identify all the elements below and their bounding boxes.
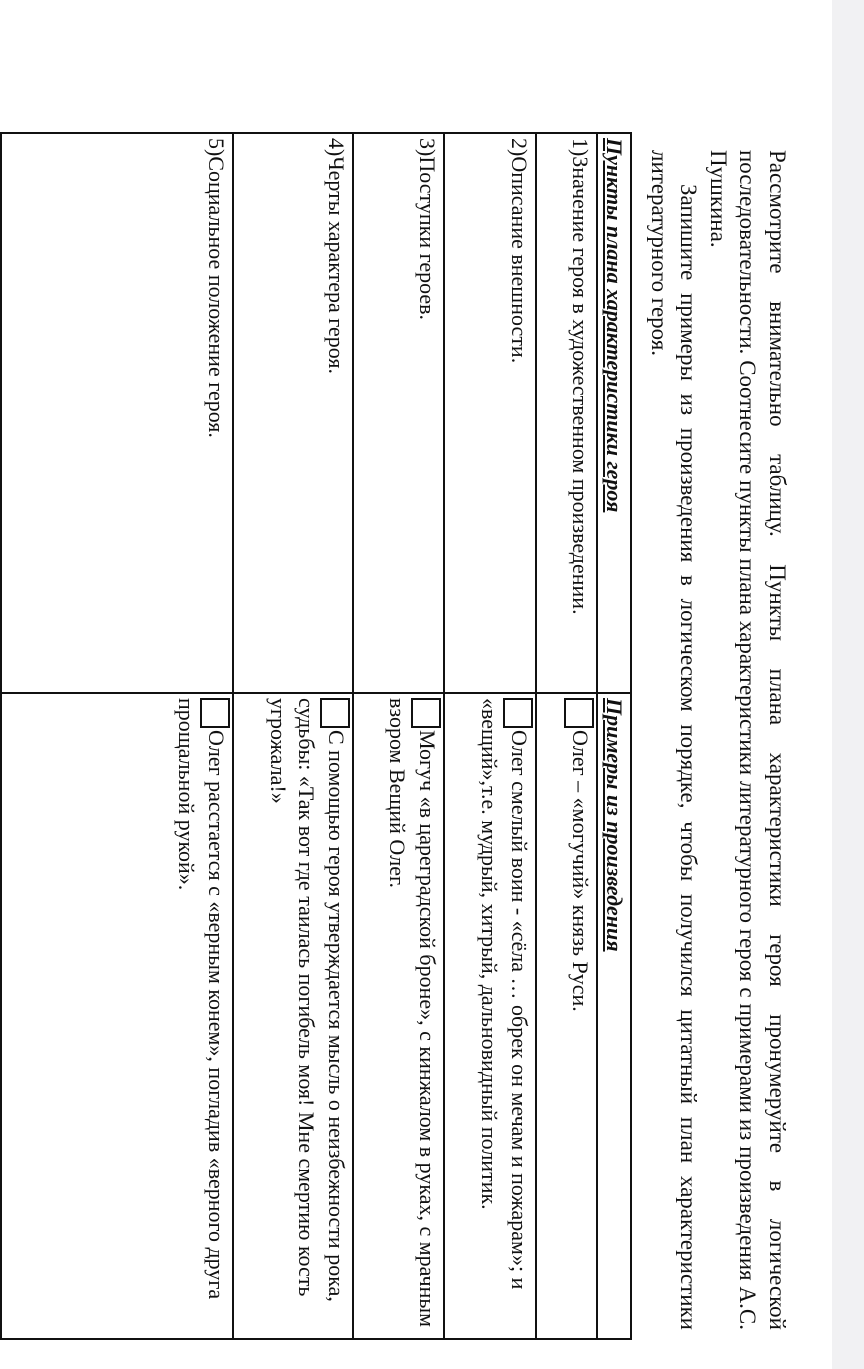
table-row [444,133,537,1339]
characteristic-plan-table [0,132,632,1340]
header-examples: Примеры из произведения [597,693,631,1339]
plan-point-cell [233,133,354,693]
plan-point-cell [536,133,596,693]
table-row [1,133,233,1339]
example-text: Олег смелый воин - «сёла … обрек он мечам и пожарам»; и «вещий»,т.е. мудрый, хитрый, дальновидный политик. [477,698,533,1290]
example-text: Олег расстается с «верным конем», погладив «верного друга прощальной рукой». [173,698,229,1300]
plan-point-text: 4)Черты характера героя. [324,138,350,374]
answer-box[interactable] [564,698,594,728]
plan-point-cell [444,133,537,693]
example-text: Олег – «могучий» князь Руси. [567,730,593,1012]
plan-point-text: 3)Поступки героев. [414,138,440,321]
instructions-paragraph-1: Рассмотрите внимательно таблицу. Пункты плана характеристики героя пронумеруйте в логической последовательности. Соотнесите пункты плана характеристики литературного героя с примерами из произведения А.С. Пушкина. [706,150,790,1330]
table-row [233,133,354,1339]
example-cell [1,693,233,1339]
plan-point-text: 1)Значение героя в художественном произведении. [567,138,593,615]
plan-point-cell [1,133,233,693]
plan-point-text: 5)Социальное положение героя. [203,138,229,438]
example-cell [444,693,537,1339]
table-row [353,133,444,1339]
answer-box[interactable] [320,698,350,728]
plan-point-text: 2)Описание внешности. [507,138,533,364]
page-edge [832,0,864,1369]
table-row [536,133,596,1339]
answer-box[interactable] [503,698,533,728]
table-header-row [597,133,631,1339]
example-cell [353,693,444,1339]
example-text: С помощью героя утверждается мысль о неизбежности рока, судьбы: «Так вот где таилась погибель моя! Мне смертию кость угрожала!» [266,698,350,1302]
plan-point-cell [353,133,444,693]
answer-box[interactable] [411,698,441,728]
instructions-paragraph-2: Запишите примеры из произведения в логическом порядке, чтобы получился цитатный план характеристики литературного героя. [647,150,702,1330]
example-cell [233,693,354,1339]
instructions [645,150,793,1330]
header-plan-points: Пункты плана характеристики героя [597,133,631,693]
example-text: Могуч «в цареградской броне», с кинжалом в руках, с мрачным взором Вещий Олег. [384,698,440,1328]
example-cell [536,693,596,1339]
answer-box[interactable] [200,698,230,728]
